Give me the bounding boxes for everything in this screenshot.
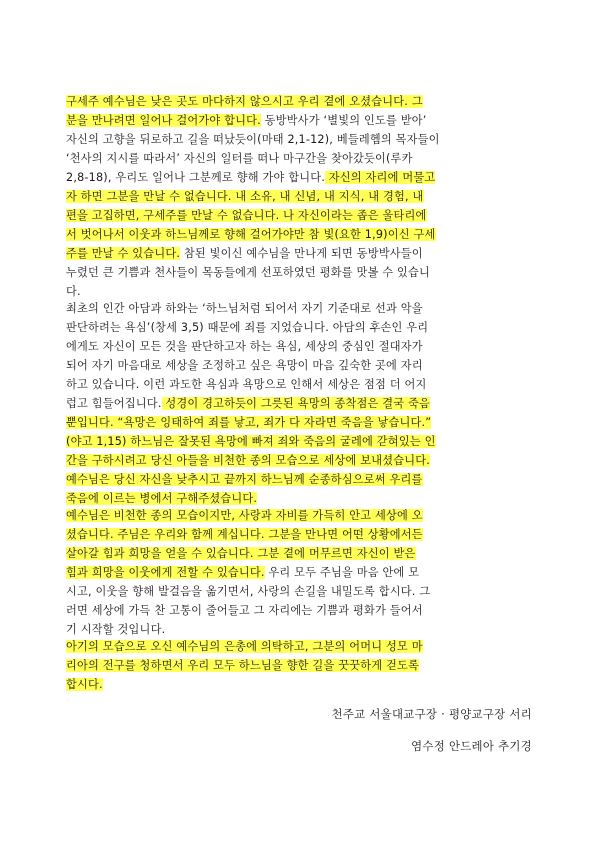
text-line — [66, 337, 528, 356]
body-text: 러면 세상에 가득 찬 고통이 줄어들고 그 자리에는 기쁨과 평화가 들어서 — [66, 604, 423, 617]
highlighted-text: 살아갈 힘과 희망을 얻을 수 있습니다. 그분 곁에 머무르면 자신이 받은 — [66, 547, 416, 560]
body-text: 판단하려는 욕심’(창세 3,5) 때문에 죄를 지었습니다. 아담의 후손인 우리 — [66, 321, 429, 334]
text-line — [66, 637, 528, 656]
text-line — [66, 470, 528, 489]
highlighted-text: 주를 만날 수 있습니다. — [66, 247, 181, 260]
body-text: 럽고 힘들어집니다. — [66, 397, 162, 410]
body-text: 다. — [66, 285, 81, 298]
text-line — [66, 225, 528, 244]
body-text: 시고, 이웃을 향해 발걸음을 옮기면서, 사랑의 손길을 내밀도록 합시다. 그 — [66, 585, 431, 598]
text-line — [66, 244, 528, 263]
text-line — [66, 130, 528, 149]
body-text: 하고 있습니다. 이런 과도한 욕심과 욕망으로 인해서 세상은 점점 더 어지 — [66, 378, 427, 391]
highlighted-text: 합시다. — [66, 678, 103, 691]
highlighted-text: 예수님은 비천한 종의 모습이지만, 사랑과 자비를 가득히 안고 세상에 오 — [66, 509, 423, 522]
text-line — [66, 656, 528, 675]
highlighted-text: (야고 1,15) 하느님은 잘못된 욕망에 빠져 죄와 죽음의 굴레에 갇혀있는 인 — [66, 435, 436, 448]
body-text: 자신의 고향을 뒤로하고 길을 떠났듯이(마태 2,1-12), 베들레헴의 목자들이 — [66, 133, 440, 146]
text-line — [66, 563, 528, 582]
highlighted-text: 자 하면 그분을 만날 수 없습니다. 내 소유, 내 신념, 내 지식, 내 경험, 내 — [66, 190, 424, 203]
paragraph-4 — [66, 637, 528, 694]
text-line — [66, 318, 528, 337]
highlighted-text: 셨습니다. 주님은 우리와 함께 계십니다. 그분을 만나면 어떤 상황에서든 — [66, 528, 423, 541]
paragraph-1 — [66, 92, 528, 301]
text-line — [66, 187, 528, 206]
body-text: 되어 자기 마음대로 세상을 조정하고 싶은 욕망이 마음 깊숙한 곳에 자리 — [66, 359, 423, 372]
body-text: 최초의 인간 아담과 하와는 ‘하느님처럼 되어서 자기 기준대로 선과 악을 — [66, 302, 423, 315]
text-line — [66, 111, 528, 130]
highlighted-text: 자신의 자리에 머물고 — [325, 171, 436, 184]
highlighted-text: 서 벗어나서 이웃과 하느님께로 향해 걸어가야만 참 빛(요한 1,9)이신 구세 — [66, 228, 436, 241]
body-text: 에게도 자신이 모든 것을 판단하고자 하는 욕심, 세상의 중심인 절대자가 — [66, 340, 423, 353]
text-line — [66, 506, 528, 525]
paragraph-3 — [66, 506, 528, 639]
highlighted-text: 간을 구하시려고 당신 아들을 비천한 종의 모습으로 세상에 보내셨습니다. — [66, 454, 431, 467]
text-line — [66, 675, 528, 694]
text-line — [66, 149, 528, 168]
highlighted-text: 아기의 모습으로 오신 예수님의 은총에 의탁하고, 그분의 어머니 성모 마 — [66, 640, 423, 653]
body-text: 우리 모두 주님을 마음 안에 모 — [264, 566, 420, 579]
highlighted-text: 예수님은 당신 자신을 낮추시고 끝까지 하느님께 순종하심으로써 우리를 — [66, 473, 423, 486]
text-line — [66, 432, 528, 451]
highlighted-text: 분을 만나려면 일어나 걸어가야 합니다. — [66, 114, 261, 127]
body-text: 2,8-18), 우리도 일어나 그분께로 향해 가야 합니다. — [66, 171, 326, 184]
text-line — [66, 375, 528, 394]
body-text: 기 시작할 것입니다. — [66, 623, 166, 636]
body-text: 참된 빛이신 예수님을 만나게 되면 동방박사들이 — [180, 247, 423, 260]
highlighted-text: 뿐입니다. “욕망은 잉태하여 죄를 낳고, 죄가 다 자라면 죽음을 낳습니다.” — [66, 416, 432, 429]
text-line — [66, 451, 528, 470]
text-line — [66, 413, 528, 432]
text-line — [66, 356, 528, 375]
highlighted-text: 힘과 희망을 이웃에게 전할 수 있습니다. — [66, 566, 265, 579]
highlighted-text: 죽음에 이르는 병에서 구해주셨습니다. — [66, 492, 258, 505]
text-line — [66, 263, 528, 282]
text-line — [66, 394, 528, 413]
text-line — [66, 299, 528, 318]
highlighted-text: 편을 고집하면, 구세주를 만날 수 없습니다. 나 자신이라는 좁은 울타리에 — [66, 209, 427, 222]
text-line — [66, 582, 528, 601]
signature-title: 천주교 서울대교구장 · 평양교구장 서리 — [331, 707, 532, 721]
highlighted-text: 구세주 예수님은 낮은 곳도 마다하지 않으시고 우리 곁에 오셨습니다. 그 — [66, 95, 423, 108]
text-line — [66, 168, 528, 187]
text-line — [66, 206, 528, 225]
body-text: 동방박사가 ‘별빛의 인도를 받아’ — [260, 114, 427, 127]
highlighted-text: 성경이 경고하듯이 그릇된 욕망의 종착점은 결국 죽음 — [161, 397, 431, 410]
signature-name: 염수정 안드레아 추기경 — [411, 739, 532, 753]
text-line — [66, 544, 528, 563]
body-text: 누렸던 큰 기쁨과 천사들이 목동들에게 선포하였던 평화를 맛볼 수 있습니 — [66, 266, 431, 279]
text-line — [66, 601, 528, 620]
paragraph-2 — [66, 299, 528, 508]
text-line — [66, 92, 528, 111]
text-line — [66, 525, 528, 544]
body-text: ‘천사의 지시를 따라서’ 자신의 일터를 떠나 마구간을 찾아갔듯이(루카 — [66, 152, 413, 165]
highlighted-text: 리아의 전구를 청하면서 우리 모두 하느님을 향한 길을 꿋꿋하게 걷도록 — [66, 659, 420, 672]
